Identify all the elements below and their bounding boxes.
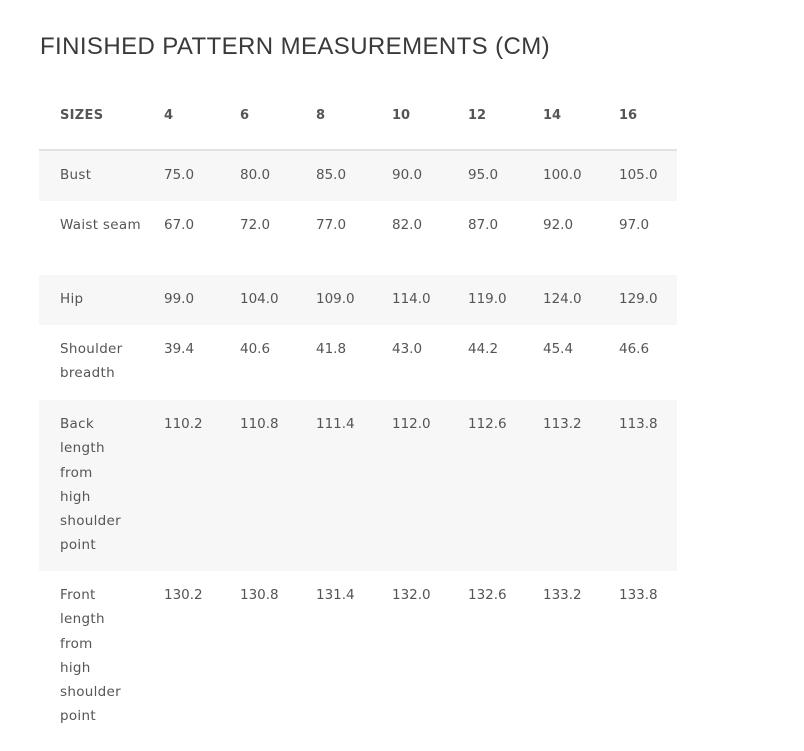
table-cell: 111.4	[316, 416, 355, 432]
table-row-bust	[39, 151, 677, 201]
table-cell: 105.0	[619, 167, 658, 183]
table-cell: 131.4	[316, 587, 355, 603]
header-size-10: 10	[392, 108, 411, 123]
table-cell: 46.6	[619, 341, 650, 357]
table-cell: 110.2	[164, 416, 203, 432]
table-cell: 112.0	[392, 416, 431, 432]
table-cell: 41.8	[316, 341, 347, 357]
table-cell: 90.0	[392, 167, 423, 183]
page-title: FINISHED PATTERN MEASUREMENTS (CM)	[40, 33, 551, 60]
table-cell: 100.0	[543, 167, 582, 183]
table-header-row	[39, 82, 677, 151]
table-row-waist-seam	[39, 201, 677, 275]
table-row-back-length	[39, 400, 677, 571]
table-cell: 124.0	[543, 291, 582, 307]
table-cell: 104.0	[240, 291, 279, 307]
table-cell: 67.0	[164, 217, 195, 233]
table-row-front-length	[39, 571, 677, 741]
table-cell: 82.0	[392, 217, 423, 233]
table-cell: 75.0	[164, 167, 195, 183]
header-size-14: 14	[543, 108, 562, 123]
row-label: Front length from high shoulder point	[60, 587, 121, 725]
row-label: Back length from high shoulder point	[60, 416, 121, 554]
table-cell: 130.2	[164, 587, 203, 603]
table-cell: 133.2	[543, 587, 582, 603]
table-cell: 119.0	[468, 291, 507, 307]
table-cell: 80.0	[240, 167, 271, 183]
table-cell: 87.0	[468, 217, 499, 233]
table-cell: 85.0	[316, 167, 347, 183]
table-cell: 114.0	[392, 291, 431, 307]
measurements-table	[39, 82, 677, 741]
table-cell: 97.0	[619, 217, 650, 233]
row-label: Hip	[60, 291, 84, 307]
table-cell: 113.2	[543, 416, 582, 432]
table-cell: 129.0	[619, 291, 658, 307]
header-size-8: 8	[316, 108, 326, 123]
table-row-shoulder-breadth	[39, 325, 677, 400]
header-size-6: 6	[240, 108, 250, 123]
table-cell: 110.8	[240, 416, 279, 432]
table-cell: 99.0	[164, 291, 195, 307]
table-cell: 39.4	[164, 341, 195, 357]
header-size-16: 16	[619, 108, 638, 123]
table-cell: 72.0	[240, 217, 271, 233]
table-cell: 45.4	[543, 341, 574, 357]
table-cell: 40.6	[240, 341, 271, 357]
table-cell: 109.0	[316, 291, 355, 307]
header-sizes: SIZES	[60, 108, 104, 123]
table-cell: 43.0	[392, 341, 423, 357]
table-cell: 92.0	[543, 217, 574, 233]
table-cell: 95.0	[468, 167, 499, 183]
table-row-hip	[39, 275, 677, 325]
table-cell: 112.6	[468, 416, 507, 432]
table-cell: 44.2	[468, 341, 499, 357]
table-cell: 133.8	[619, 587, 658, 603]
table-cell: 132.6	[468, 587, 507, 603]
table-cell: 132.0	[392, 587, 431, 603]
table-cell: 77.0	[316, 217, 347, 233]
table-cell: 113.8	[619, 416, 658, 432]
header-size-12: 12	[468, 108, 487, 123]
header-size-4: 4	[164, 108, 174, 123]
row-label: Shoulder breadth	[60, 341, 123, 382]
table-cell: 130.8	[240, 587, 279, 603]
row-label: Bust	[60, 167, 92, 183]
row-label: Waist seam	[60, 217, 141, 233]
